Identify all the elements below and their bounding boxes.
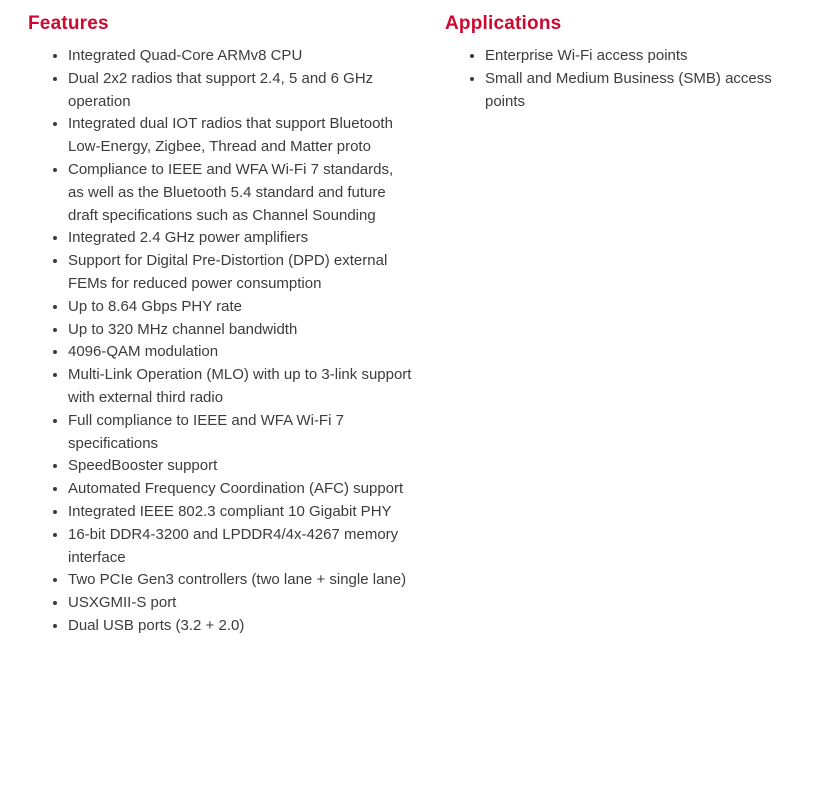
feature-item: • 16-bit DDR4-3200 and LPDDR4/4x-4267 memory interface — [68, 524, 413, 570]
applications-list — [445, 45, 807, 113]
application-item: • Small and Medium Business (SMB) access points — [485, 68, 807, 114]
feature-item: • Integrated 2.4 GHz power amplifiers — [68, 227, 413, 250]
feature-item: • Support for Digital Pre-Distortion (DPD) external FEMs for reduced power consumption — [68, 250, 413, 296]
feature-item: • Automated Frequency Coordination (AFC) support — [68, 478, 413, 501]
feature-item: • Two PCIe Gen3 controllers (two lane + single lane) — [68, 569, 413, 592]
features-heading: Features — [28, 13, 109, 34]
feature-item: • Up to 320 MHz channel bandwidth — [68, 319, 413, 342]
feature-item: • Up to 8.64 Gbps PHY rate — [68, 296, 413, 319]
feature-item: • SpeedBooster support — [68, 455, 413, 478]
feature-item: • Integrated dual IOT radios that support Bluetooth Low-Energy, Zigbee, Thread and Matter proto — [68, 113, 413, 159]
feature-item: • Integrated IEEE 802.3 compliant 10 Gigabit PHY — [68, 501, 413, 524]
features-section — [28, 13, 413, 638]
applications-section — [445, 13, 807, 638]
features-list — [28, 45, 413, 638]
feature-item: • Dual 2x2 radios that support 2.4, 5 and 6 GHz operation — [68, 68, 413, 114]
feature-item: • Dual USB ports (3.2 + 2.0) — [68, 615, 413, 638]
feature-item: • Compliance to IEEE and WFA Wi-Fi 7 standards, as well as the Bluetooth 5.4 standard and future draft specifications such as Channel Sounding — [68, 159, 413, 227]
feature-item: • USXGMII-S port — [68, 592, 413, 615]
feature-item: • Integrated Quad-Core ARMv8 CPU — [68, 45, 413, 68]
feature-item: • Full compliance to IEEE and WFA Wi-Fi 7 specifications — [68, 410, 413, 456]
application-item: • Enterprise Wi-Fi access points — [485, 45, 807, 68]
applications-heading: Applications — [445, 13, 562, 34]
feature-item: • Multi-Link Operation (MLO) with up to 3-link support with external third radio — [68, 364, 413, 410]
feature-item: • 4096-QAM modulation — [68, 341, 413, 364]
